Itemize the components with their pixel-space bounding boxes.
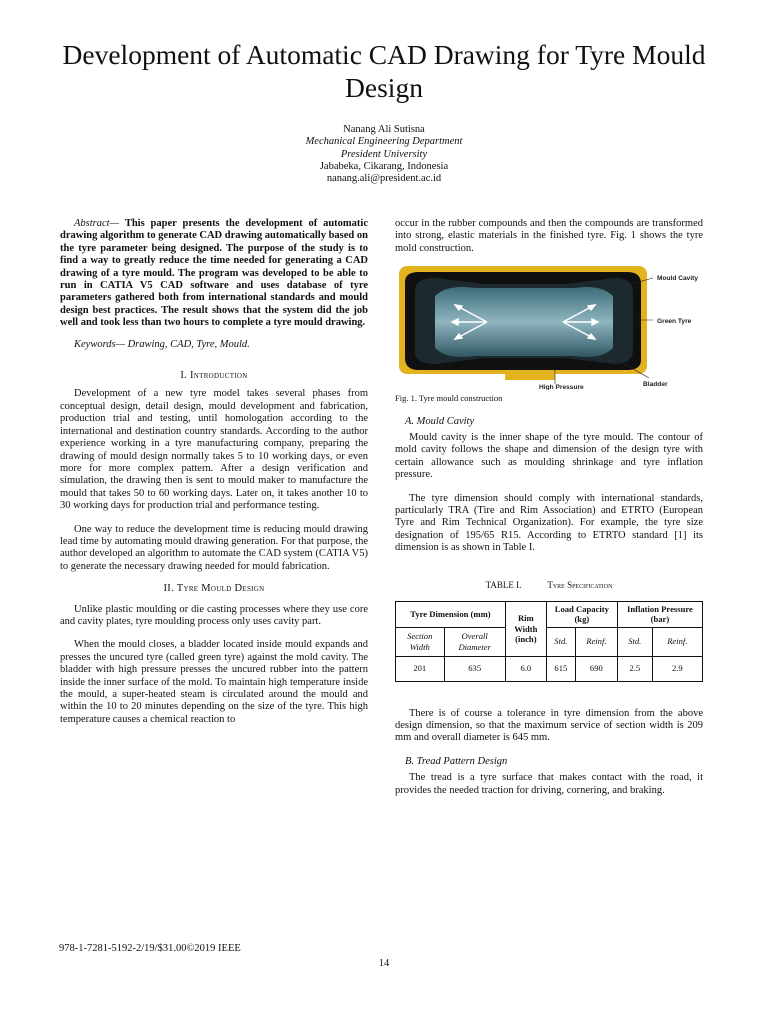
keywords: Keywords— Drawing, CAD, Tyre, Mould. xyxy=(74,338,250,350)
abstract: Abstract— This paper presents the development of automatic drawing algorithm to generate CAD drawing automatically based on the tyre parameter being designed. The purpose of the study is to find a way to greatly reduce the time needed for generating a CAD drawing of a tyre mould. The program was developed to be able to run in CATIA V5 CAD software and uses database of tyre parameters gathered both from international standards and mould design best practices. The result shows that the system did the job well and took less than two hours to complete a tyre mould drawing. xyxy=(60,218,369,329)
figure-caption: Fig. 1. Tyre mould construction xyxy=(395,393,503,404)
page-number: 14 xyxy=(378,958,390,969)
table-title: Tyre Specification xyxy=(547,579,613,590)
table-header-row xyxy=(396,602,703,627)
table-row xyxy=(396,656,703,681)
table-cell: 635 xyxy=(444,656,505,681)
subsection-heading-mould-cavity: A. Mould Cavity xyxy=(405,415,475,427)
paragraph: Development of a new tyre model takes several phases from conceptual design, detail design, mould development and fabrication, production trial and testing, until homologation according to the international and destination country standards. According to the author experience working in a tyre manufacturing company, preparing the drawing of mould design normally takes 5 to 10 working days, or even more for more complex pattern. After a design verification and simulation, the drawing then is sent to mould maker to manufacture the mould that takes 50 to 60 working days. Later on, it takes another 10 to 30 working days for production trial and performance testing. xyxy=(60,388,368,512)
copyright-footer: 978-1-7281-5192-2/19/$31.00©2019 IEEE xyxy=(59,943,241,954)
paragraph: When the mould closes, a bladder located inside mould expands and presses the uncured tyre (called green tyre) against the mold cavity. The bladder with high pressure presses the uncured rubber into the pattern inside the inner surface of the mold. To maintain high temperature inside the mould, a super-heated steam is circulated around the mould and within the 10 to 20 minutes depending on the size of the tyre. This high temperature causes a chemical reaction to xyxy=(60,639,368,725)
tyre-spec-table xyxy=(395,601,703,681)
label-high-pressure: High Pressure xyxy=(539,384,584,391)
table-number: TABLE I. xyxy=(485,579,522,590)
mould-bottom-strip xyxy=(505,370,555,380)
table-caption xyxy=(395,579,703,591)
author-address: Jababeka, Cikarang, Indonesia xyxy=(319,160,449,172)
right-column xyxy=(395,218,703,797)
table-subheader-cell: Reinf. xyxy=(575,627,617,656)
paragraph: There is of course a tolerance in tyre dimension from the above design dimension, so that the maximum service of section width is 209 mm and overall diameter is 645 mm. xyxy=(395,707,703,744)
table-cell: 6.0 xyxy=(505,656,546,681)
table-cell: 201 xyxy=(396,656,445,681)
abstract-text: This paper presents the development of automatic drawing algorithm to generate CAD drawing automatically based on the tyre parameter being designed. The purpose of the study is to find a way to greatly reduce the time needed for generating a CAD drawing of a tyre mould. The program was developed to be able to run in CATIA V5 CAD software and uses database of tyre parameters gathered both from international standards and mould design best practices. The result shows that the system did the job well and took less than two hours to complete a tyre mould drawing. xyxy=(60,218,369,329)
table-cell: 2.5 xyxy=(617,656,652,681)
paragraph: Mould cavity is the inner shape of the tyre mould. The contour of mold cavity follows the shape and dimension of the design tyre with certain allowance such as moulding shrinkage and tyre inflation pressure. xyxy=(395,432,703,481)
table-subheader-cell: Std. xyxy=(546,627,575,656)
abstract-label: Abstract xyxy=(74,218,110,229)
paragraph: The tread is a tyre surface that makes contact with the road, it provides the needed traction for driving, cornering, and braking. xyxy=(395,772,703,796)
table-header-cell: Load Capacity (kg) xyxy=(546,602,617,627)
label-green-tyre: Green Tyre xyxy=(657,318,692,326)
author-name: Nanang Ali Sutisna xyxy=(343,124,425,135)
table-cell: 690 xyxy=(575,656,617,681)
table-subheader-cell: Section Width xyxy=(396,627,445,656)
author-block xyxy=(0,124,768,185)
paragraph: occur in the rubber compounds and then the compounds are transformed into strong, elastic materials in the finished tyre. Fig. 1 shows the tyre mold construction. xyxy=(395,218,703,254)
section-heading-introduction: I. Introduction xyxy=(180,370,248,382)
left-column xyxy=(60,218,368,726)
paragraph: One way to reduce the development time is reducing mould drawing lead time by automating mould drawing generation. For that purpose, the author developed an algorithm to automate the CAD system (CATIA V5) to generate the necessary drawing needed for mould fabrication. xyxy=(60,523,368,572)
subsection-heading-tread-pattern: B. Tread Pattern Design xyxy=(405,755,508,767)
paragraph: Unlike plastic moulding or die casting processes where they use core and cavity plates, tyre moulding process only uses cavity part. xyxy=(60,603,368,627)
table-header-cell: Rim Width (inch) xyxy=(505,602,546,656)
tyre-mould-illustration xyxy=(395,262,703,390)
section-heading-tyre-mould-design: II. Tyre Mould Design xyxy=(163,583,265,595)
table-header-cell: Inflation Pressure (bar) xyxy=(617,602,702,627)
table-subheader-cell: Std. xyxy=(617,627,652,656)
paper-title: Development of Automatic CAD Drawing for Tyre Mould Design xyxy=(62,39,706,103)
table-cell: 2.9 xyxy=(652,656,702,681)
label-bladder: Bladder xyxy=(643,381,668,389)
table-header-cell: Tyre Dimension (mm) xyxy=(396,602,506,627)
table-subheader-row xyxy=(396,627,703,656)
author-department: Mechanical Engineering Department xyxy=(305,136,463,148)
label-mould-cavity: Mould Cavity xyxy=(657,275,699,283)
table-subheader-cell: Reinf. xyxy=(652,627,702,656)
figure-tyre-mould xyxy=(395,262,703,390)
paragraph: The tyre dimension should comply with international standards, particularly TRA (Tire and Rim Association) and ETRTO (European Tyre and Rim Technical Organization). For example, the tyre size designation of 195/65 R15. According to ETRTO standard [1] its dimension is as shown in Table I. xyxy=(395,492,703,554)
author-university: President University xyxy=(340,148,428,160)
table-cell: 615 xyxy=(546,656,575,681)
table-subheader-cell: Overall Diameter xyxy=(444,627,505,656)
author-email: nanang.ali@president.ac.id xyxy=(326,173,442,185)
